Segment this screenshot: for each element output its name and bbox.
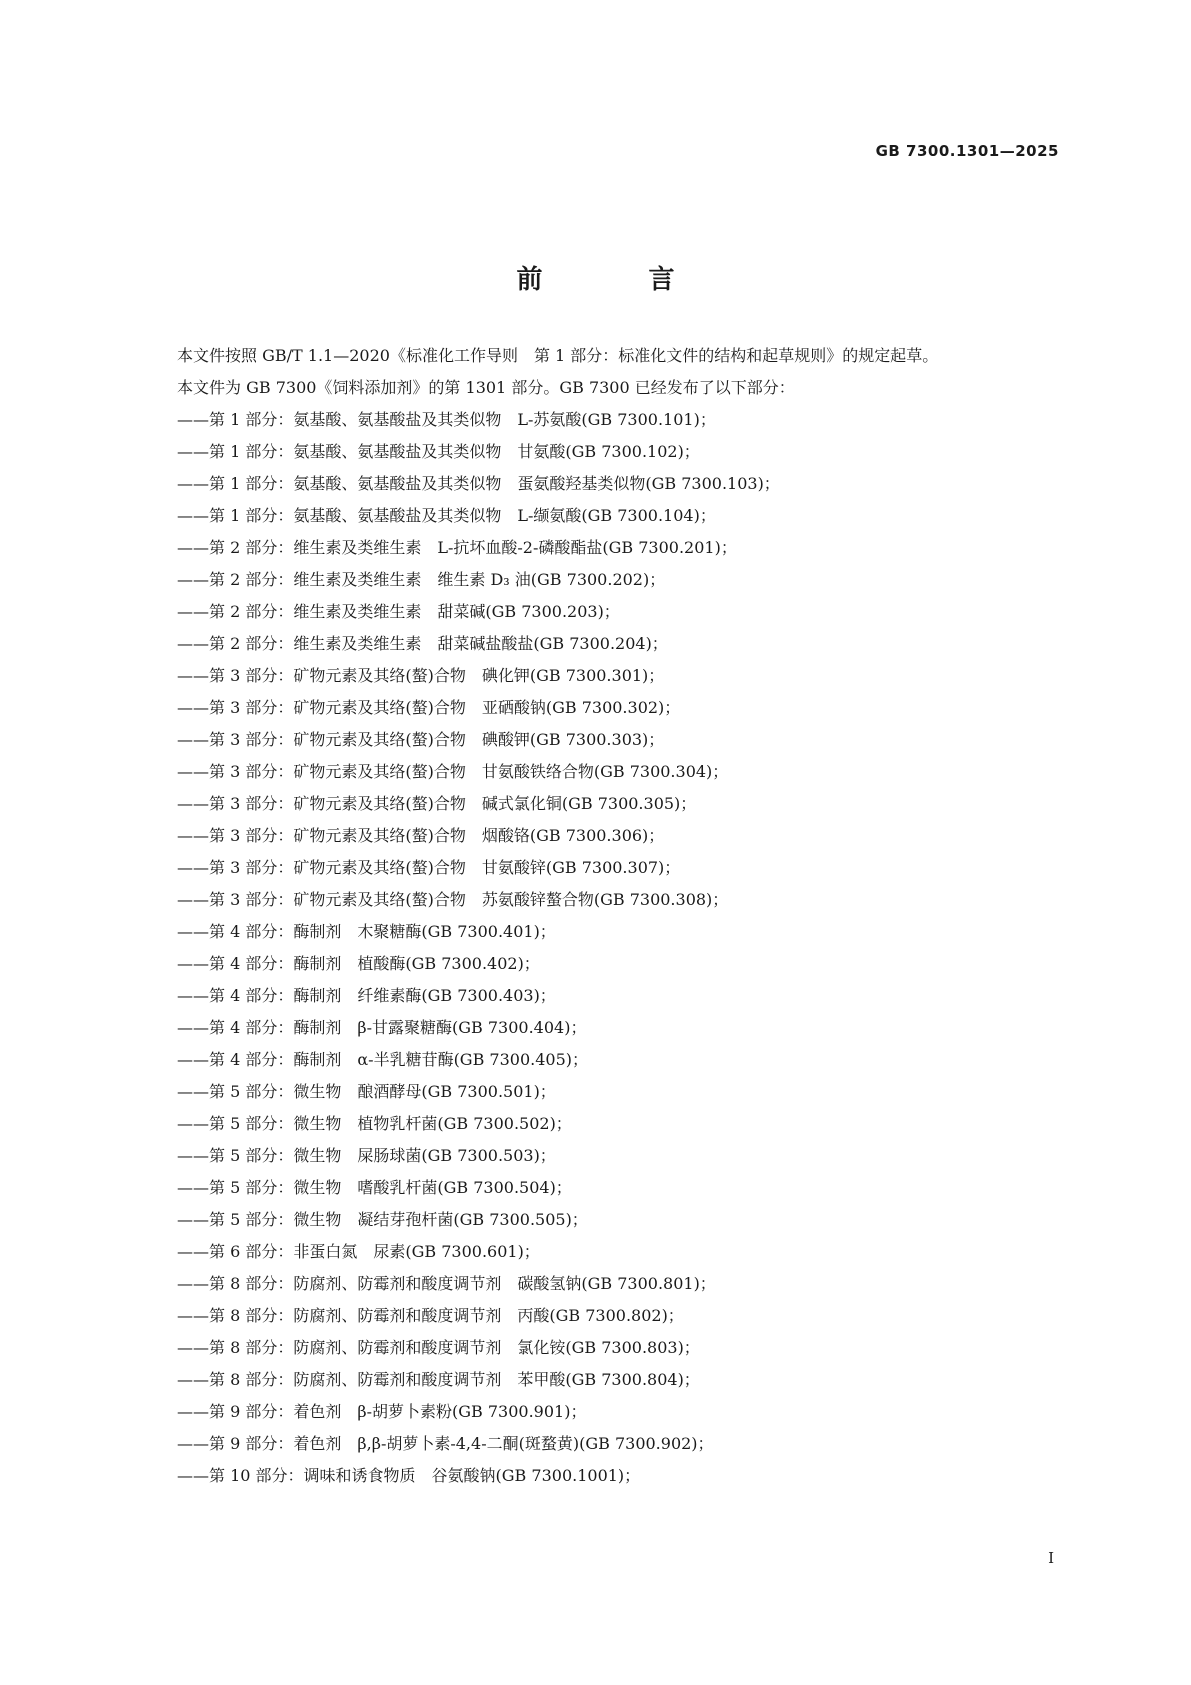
list-item: ——第 3 部分：矿物元素及其络(螯)合物 碘酸钾(GB 7300.303)； [177, 730, 665, 749]
list-item: ——第 3 部分：矿物元素及其络(螯)合物 亚硒酸钠(GB 7300.302)； [177, 698, 681, 717]
list-item: ——第 3 部分：矿物元素及其络(螯)合物 烟酸铬(GB 7300.306)； [177, 826, 665, 845]
list-item: ——第 9 部分：着色剂 β-胡萝卜素粉(GB 7300.901)； [177, 1402, 587, 1421]
list-item: ——第 5 部分：微生物 酿酒酵母(GB 7300.501)； [177, 1082, 556, 1101]
page-number: I [1048, 1549, 1054, 1567]
list-item: ——第 2 部分：维生素及类维生素 甜菜碱盐酸盐(GB 7300.204)； [177, 634, 668, 653]
scope-paragraph: 本文件为 GB 7300《饲料添加剂》的第 1301 部分。GB 7300 已经发布了以下部分： [177, 378, 795, 397]
list-item: ——第 1 部分：氨基酸、氨基酸盐及其类似物 甘氨酸(GB 7300.102)； [177, 442, 700, 461]
list-item: ——第 4 部分：酶制剂 β-甘露聚糖酶(GB 7300.404)； [177, 1018, 587, 1037]
list-item: ——第 4 部分：酶制剂 α-半乳糖苷酶(GB 7300.405)； [177, 1050, 589, 1069]
published-parts-list [143, 404, 1059, 1492]
list-item: ——第 3 部分：矿物元素及其络(螯)合物 甘氨酸锌(GB 7300.307)； [177, 858, 681, 877]
list-item: ——第 9 部分：着色剂 β,β-胡萝卜素-4,4-二酮(斑蝥黄)(GB 7300.902)； [177, 1434, 714, 1453]
list-item: ——第 8 部分：防腐剂、防霉剂和酸度调节剂 碳酸氢钠(GB 7300.801)； [177, 1274, 716, 1293]
list-item: ——第 2 部分：维生素及类维生素 L-抗坏血酸-2-磷酸酯盐(GB 7300.201)； [177, 538, 737, 557]
list-item: ——第 3 部分：矿物元素及其络(螯)合物 碱式氯化铜(GB 7300.305)； [177, 794, 697, 813]
list-item: ——第 3 部分：矿物元素及其络(螯)合物 碘化钾(GB 7300.301)； [177, 666, 665, 685]
list-item: ——第 1 部分：氨基酸、氨基酸盐及其类似物 L-苏氨酸(GB 7300.101)； [177, 410, 716, 429]
list-item: ——第 10 部分：调味和诱食物质 谷氨酸钠(GB 7300.1001)； [177, 1466, 641, 1485]
list-item: ——第 6 部分：非蛋白氮 尿素(GB 7300.601)； [177, 1242, 540, 1261]
preface-body [143, 340, 1059, 1492]
list-item: ——第 5 部分：微生物 嗜酸乳杆菌(GB 7300.504)； [177, 1178, 572, 1197]
list-item: ——第 8 部分：防腐剂、防霉剂和酸度调节剂 丙酸(GB 7300.802)； [177, 1306, 684, 1325]
list-item: ——第 3 部分：矿物元素及其络(螯)合物 甘氨酸铁络合物(GB 7300.304)； [177, 762, 729, 781]
list-item: ——第 4 部分：酶制剂 木聚糖酶(GB 7300.401)； [177, 922, 556, 941]
list-item: ——第 2 部分：维生素及类维生素 甜菜碱(GB 7300.203)； [177, 602, 620, 621]
list-item: ——第 8 部分：防腐剂、防霉剂和酸度调节剂 苯甲酸(GB 7300.804)； [177, 1370, 700, 1389]
page-title: 前 言 [516, 265, 675, 296]
list-item: ——第 4 部分：酶制剂 纤维素酶(GB 7300.403)； [177, 986, 556, 1005]
list-item: ——第 5 部分：微生物 凝结芽孢杆菌(GB 7300.505)； [177, 1210, 588, 1229]
list-item: ——第 4 部分：酶制剂 植酸酶(GB 7300.402)； [177, 954, 540, 973]
list-item: ——第 1 部分：氨基酸、氨基酸盐及其类似物 蛋氨酸羟基类似物(GB 7300.103)； [177, 474, 780, 493]
list-item: ——第 5 部分：微生物 植物乳杆菌(GB 7300.502)； [177, 1114, 572, 1133]
list-item: ——第 1 部分：氨基酸、氨基酸盐及其类似物 L-缬氨酸(GB 7300.104)； [177, 506, 716, 525]
list-item: ——第 8 部分：防腐剂、防霉剂和酸度调节剂 氯化铵(GB 7300.803)； [177, 1338, 700, 1357]
list-item: ——第 2 部分：维生素及类维生素 维生素 D₃ 油(GB 7300.202)； [177, 570, 666, 589]
list-item: ——第 5 部分：微生物 屎肠球菌(GB 7300.503)； [177, 1146, 556, 1165]
standard-number: GB 7300.1301—2025 [875, 142, 1059, 160]
intro-paragraph: 本文件按照 GB/T 1.1—2020《标准化工作导则 第 1 部分：标准化文件的结构和起草规则》的规定起草。 [177, 346, 939, 365]
list-item: ——第 3 部分：矿物元素及其络(螯)合物 苏氨酸锌螯合物(GB 7300.308)； [177, 890, 729, 909]
